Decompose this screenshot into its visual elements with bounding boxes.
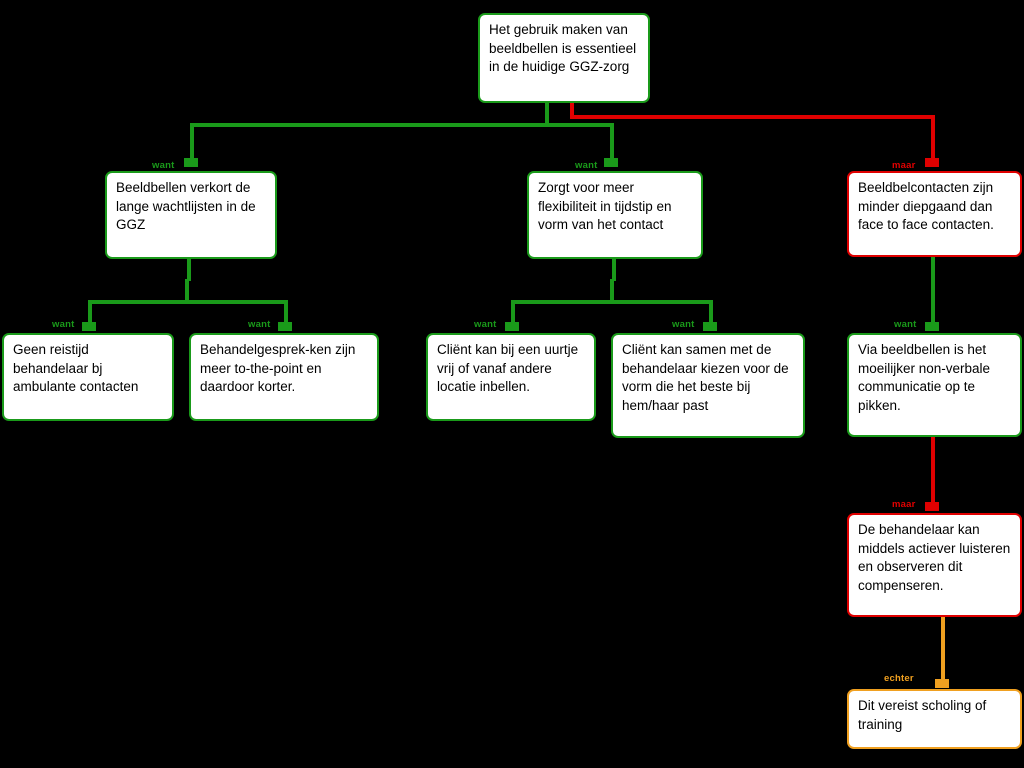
edge-label-want-n2a: want — [474, 319, 497, 330]
edge-label-echter-n3c: echter — [884, 673, 914, 684]
node-client-uurtje-vrij[interactable]: Cliënt kan bij een uurtje vrij of vanaf andere locatie inbellen. — [426, 333, 596, 421]
arrowhead-n2 — [604, 158, 618, 167]
connector-n2-to-n2a — [511, 300, 515, 322]
node-meer-flexibiliteit[interactable]: Zorgt voor meer flexibiliteit in tijdstip en vorm van het contact — [527, 171, 703, 259]
connector-n3a-to-n3b — [931, 437, 935, 502]
arrowhead-n1b — [278, 322, 292, 331]
connector-root-to-n3 — [931, 115, 935, 158]
connector-n1-stub — [187, 259, 191, 281]
node-beeldbelcontacten-minder-diepgaand[interactable]: Beeldbelcontacten zijn minder diepgaand dan face to face contacten. — [847, 171, 1022, 257]
connector-root-to-n1 — [190, 123, 194, 158]
arrowhead-n3a — [925, 322, 939, 331]
arrowhead-n2a — [505, 322, 519, 331]
connector-n1-bus-drop — [185, 279, 189, 302]
edge-label-maar-n3b: maar — [892, 499, 916, 510]
arrowhead-n3c — [935, 679, 949, 688]
arrowhead-n1a — [82, 322, 96, 331]
connector-root-stub — [545, 103, 549, 125]
node-beeldbellen-verkort-wachtlijsten[interactable]: Beeldbellen verkort de lange wachtlijsten in de GGZ — [105, 171, 277, 259]
connector-n2-stub — [612, 259, 616, 281]
node-client-kiest-vorm[interactable]: Cliënt kan samen met de behandelaar kiezen voor de vorm die het beste bij hem/haar past — [611, 333, 805, 438]
connector-n2-to-n2b — [709, 300, 713, 322]
edge-label-want-n1a: want — [52, 319, 75, 330]
connector-n1-to-n1b — [284, 300, 288, 322]
edge-label-want-n3a: want — [894, 319, 917, 330]
edge-label-want-n2b: want — [672, 319, 695, 330]
edge-label-want-n1b: want — [248, 319, 271, 330]
edge-label-maar-n3: maar — [892, 160, 916, 171]
connector-root-bus-red — [570, 115, 935, 119]
arrowhead-n3b — [925, 502, 939, 511]
node-root[interactable]: Het gebruik maken van beeldbellen is essentieel in de huidige GGZ-zorg — [478, 13, 650, 103]
arrowhead-n1 — [184, 158, 198, 167]
connector-root-to-n2 — [610, 123, 614, 158]
node-non-verbale-communicatie[interactable]: Via beeldbellen is het moeilijker non-verbale communicatie op te pikken. — [847, 333, 1022, 437]
edge-label-want-n2: want — [575, 160, 598, 171]
node-gesprekken-korter[interactable]: Behandelgesprek-ken zijn meer to-the-point en daardoor korter. — [189, 333, 379, 421]
connector-n2-bus-drop — [610, 279, 614, 302]
arrowhead-n3 — [925, 158, 939, 167]
connector-root-bus-green — [190, 123, 610, 127]
node-actiever-luisteren[interactable]: De behandelaar kan middels actiever luisteren en observeren dit compenseren. — [847, 513, 1022, 617]
connector-n3-to-n3a — [931, 257, 935, 322]
node-geen-reistijd[interactable]: Geen reistijd behandelaar bj ambulante contacten — [2, 333, 174, 421]
node-vereist-scholing[interactable]: Dit vereist scholing of training — [847, 689, 1022, 749]
arrowhead-n2b — [703, 322, 717, 331]
connector-n1-to-n1a — [88, 300, 92, 322]
edge-label-want-n1: want — [152, 160, 175, 171]
connector-n3b-to-n3c — [941, 617, 945, 679]
